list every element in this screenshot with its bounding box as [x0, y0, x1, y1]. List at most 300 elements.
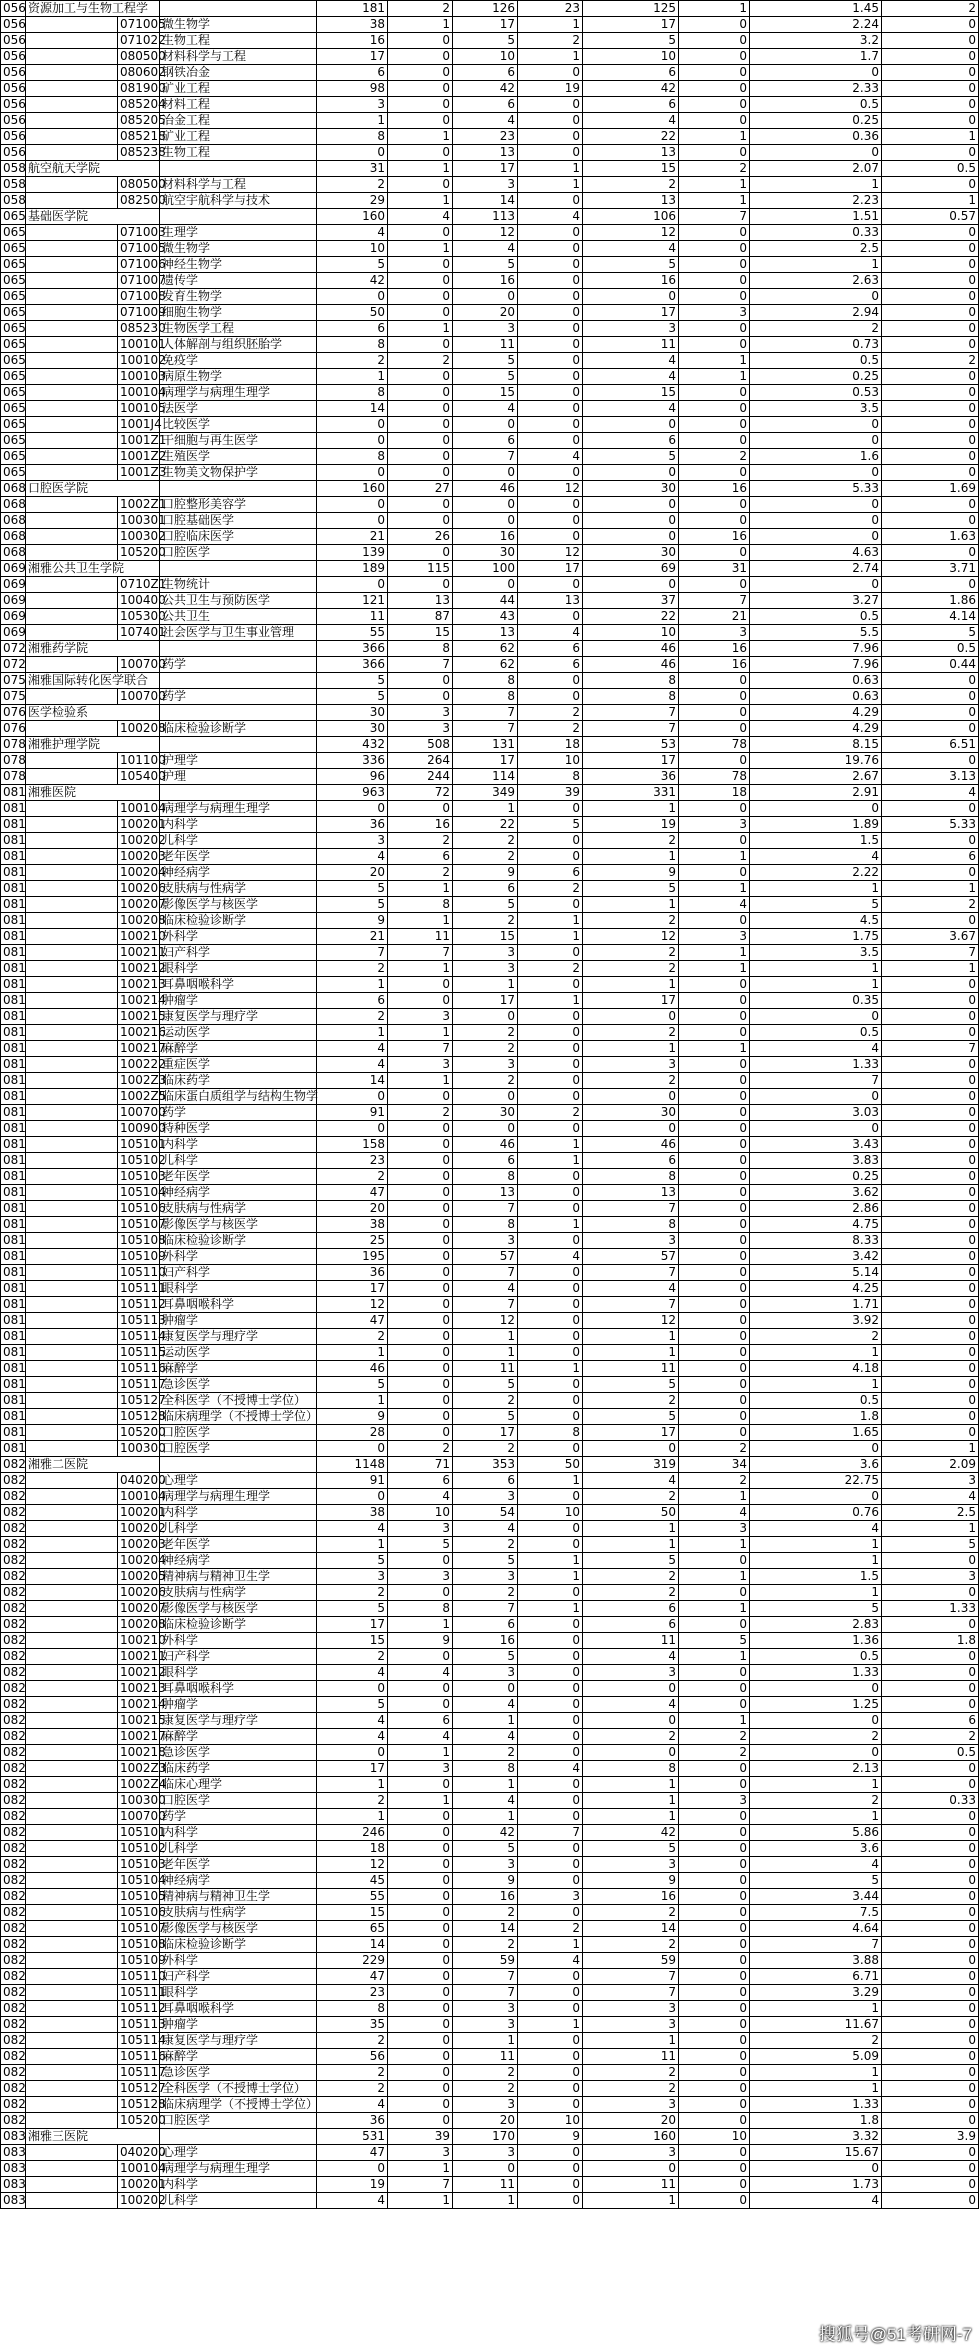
table-cell: 1.8 — [750, 1409, 882, 1425]
table-cell: 4.75 — [750, 1217, 882, 1233]
table-cell: 085218 — [118, 129, 160, 145]
table-cell: 056 — [1, 81, 26, 97]
table-cell: 47 — [317, 1313, 388, 1329]
table-cell: 药学 — [160, 657, 317, 673]
table-cell: 老年医学 — [160, 1857, 317, 1873]
table-cell: 0 — [882, 321, 979, 337]
table-cell: 神经病学 — [160, 865, 317, 881]
table-cell: 105103 — [118, 1169, 160, 1185]
table-cell: 2 — [518, 33, 583, 49]
table-cell: 20 — [317, 865, 388, 881]
table-cell: 065 — [1, 449, 26, 465]
table-cell: 065 — [1, 305, 26, 321]
table-cell: 3.2 — [750, 33, 882, 49]
table-cell: 0 — [518, 2049, 583, 2065]
table-cell — [26, 241, 118, 257]
table-cell: 0 — [679, 1377, 750, 1393]
table-cell: 0 — [882, 1985, 979, 2001]
table-cell: 2 — [388, 1105, 453, 1121]
table-cell: 353 — [453, 1457, 518, 1473]
table-cell: 100214 — [118, 1697, 160, 1713]
table-cell — [26, 97, 118, 113]
table-cell: 0 — [388, 1857, 453, 1873]
table-row — [1, 1201, 979, 1217]
table-cell: 0 — [750, 417, 882, 433]
table-cell: 6 — [453, 1153, 518, 1169]
table-cell: 公共卫生 — [160, 609, 317, 625]
table-cell: 0 — [518, 1617, 583, 1633]
table-cell: 100222 — [118, 1057, 160, 1073]
table-cell: 7 — [453, 721, 518, 737]
table-cell: 0 — [317, 1441, 388, 1457]
table-cell: 8 — [583, 689, 679, 705]
table-cell: 0 — [882, 865, 979, 881]
table-cell: 4 — [882, 785, 979, 801]
table-cell — [26, 1585, 118, 1601]
table-row — [1, 2193, 979, 2209]
table-cell: 运动医学 — [160, 1025, 317, 1041]
table-cell: 外科学 — [160, 1633, 317, 1649]
table-cell: 4 — [317, 1713, 388, 1729]
table-cell: 6 — [453, 881, 518, 897]
table-cell: 临床药学 — [160, 1761, 317, 1777]
table-cell: 老年医学 — [160, 1537, 317, 1553]
table-cell: 082 — [1, 1569, 26, 1585]
table-cell: 3 — [388, 1009, 453, 1025]
table-cell: 1 — [388, 193, 453, 209]
table-cell: 0 — [679, 1665, 750, 1681]
table-cell — [160, 481, 317, 497]
table-cell: 0 — [882, 1057, 979, 1073]
table-cell: 100217 — [118, 1041, 160, 1057]
table-cell: 065 — [1, 465, 26, 481]
table-cell — [26, 337, 118, 353]
table-cell — [160, 561, 317, 577]
table-cell: 0 — [882, 2113, 979, 2129]
table-cell: 0 — [518, 97, 583, 113]
table-cell: 0 — [388, 1345, 453, 1361]
table-cell — [26, 609, 118, 625]
table-cell: 082 — [1, 2017, 26, 2033]
table-row — [1, 145, 979, 161]
table-cell: 53 — [583, 737, 679, 753]
table-cell — [26, 81, 118, 97]
table-cell: 081 — [1, 1313, 26, 1329]
table-row — [1, 17, 979, 33]
table-cell: 1 — [750, 257, 882, 273]
table-cell: 0 — [679, 1009, 750, 1025]
table-cell: 2 — [882, 897, 979, 913]
table-cell: 2.74 — [750, 561, 882, 577]
table-cell: 42 — [583, 81, 679, 97]
table-cell: 公共卫生与预防医学 — [160, 593, 317, 609]
table-cell: 081 — [1, 1233, 26, 1249]
table-cell: 7 — [583, 1201, 679, 1217]
table-cell: 3 — [388, 1521, 453, 1537]
table-cell: 0 — [882, 1105, 979, 1121]
table-cell: 8 — [317, 385, 388, 401]
table-row — [1, 385, 979, 401]
table-cell: 100202 — [118, 2193, 160, 2209]
table-row — [1, 433, 979, 449]
table-cell: 0 — [317, 2161, 388, 2177]
table-cell: 1.71 — [750, 1297, 882, 1313]
table-cell: 1 — [317, 1537, 388, 1553]
table-cell: 心理学 — [160, 2145, 317, 2161]
table-row — [1, 1297, 979, 1313]
table-cell: 1 — [388, 1617, 453, 1633]
table-cell: 16 — [679, 481, 750, 497]
table-cell: 0 — [388, 1329, 453, 1345]
table-cell: 100217 — [118, 1729, 160, 1745]
table-cell: 0 — [518, 609, 583, 625]
table-cell — [26, 1009, 118, 1025]
table-cell: 39 — [518, 785, 583, 801]
table-cell: 0 — [317, 1681, 388, 1697]
table-cell: 11 — [583, 2049, 679, 2065]
table-cell: 外科学 — [160, 929, 317, 945]
table-cell: 8 — [388, 641, 453, 657]
table-cell: 100211 — [118, 1649, 160, 1665]
table-cell: 2.13 — [750, 1761, 882, 1777]
table-cell: 18 — [679, 785, 750, 801]
table-cell: 170 — [453, 2129, 518, 2145]
table-cell: 0 — [388, 1585, 453, 1601]
table-cell: 1 — [518, 1553, 583, 1569]
table-cell: 078 — [1, 769, 26, 785]
table-cell: 3.03 — [750, 1105, 882, 1121]
table-row — [1, 1697, 979, 1713]
table-cell: 100103 — [118, 369, 160, 385]
table-cell: 1 — [750, 977, 882, 993]
table-cell: 2 — [317, 1585, 388, 1601]
table-cell: 2 — [317, 2081, 388, 2097]
table-cell: 6 — [518, 657, 583, 673]
table-cell: 244 — [388, 769, 453, 785]
table-cell: 0 — [388, 273, 453, 289]
table-row — [1, 657, 979, 673]
table-cell: 065 — [1, 385, 26, 401]
table-cell: 4 — [453, 113, 518, 129]
table-cell: 100211 — [118, 945, 160, 961]
table-cell: 71 — [388, 1457, 453, 1473]
table-cell: 7 — [388, 657, 453, 673]
table-cell: 0 — [679, 689, 750, 705]
table-row — [1, 1633, 979, 1649]
table-cell: 056 — [1, 97, 26, 113]
table-cell: 3 — [453, 1665, 518, 1681]
table-cell: 59 — [583, 1953, 679, 1969]
table-cell: 17 — [583, 305, 679, 321]
table-cell: 0 — [388, 433, 453, 449]
table-cell: 临床检验诊断学 — [160, 1617, 317, 1633]
table-cell: 医学检验系 — [26, 705, 160, 721]
table-cell — [26, 1249, 118, 1265]
table-cell: 儿科学 — [160, 1521, 317, 1537]
table-cell — [26, 1361, 118, 1377]
table-cell: 082 — [1, 2081, 26, 2097]
table-cell: 12 — [583, 225, 679, 241]
table-cell: 100102 — [118, 353, 160, 369]
table-cell: 4 — [518, 625, 583, 641]
table-row — [1, 1745, 979, 1761]
table-cell: 100204 — [118, 865, 160, 881]
table-cell: 0 — [518, 1185, 583, 1201]
table-cell: 105106 — [118, 1905, 160, 1921]
table-cell: 5 — [882, 1537, 979, 1553]
table-row — [1, 1105, 979, 1121]
table-cell: 082 — [1, 1585, 26, 1601]
table-cell: 38 — [317, 17, 388, 33]
table-cell: 0 — [518, 1233, 583, 1249]
table-cell: 1 — [679, 1569, 750, 1585]
table-cell: 0 — [388, 369, 453, 385]
table-cell: 96 — [317, 769, 388, 785]
table-cell: 0 — [882, 225, 979, 241]
table-cell: 眼科学 — [160, 961, 317, 977]
table-cell: 13 — [453, 1185, 518, 1201]
table-cell: 1001J4 — [118, 417, 160, 433]
table-cell: 7 — [583, 1985, 679, 2001]
table-cell: 8 — [453, 673, 518, 689]
table-row — [1, 1985, 979, 2001]
table-cell: 229 — [317, 1953, 388, 1969]
table-cell: 0.25 — [750, 1169, 882, 1185]
table-cell: 0 — [882, 1153, 979, 1169]
table-cell: 081 — [1, 1153, 26, 1169]
table-cell: 068 — [1, 481, 26, 497]
table-cell: 0 — [882, 1665, 979, 1681]
table-cell: 1 — [317, 1393, 388, 1409]
table-cell — [26, 977, 118, 993]
table-cell: 082 — [1, 1841, 26, 1857]
table-cell — [26, 1409, 118, 1425]
table-cell: 肿瘤学 — [160, 1313, 317, 1329]
table-cell: 5.5 — [750, 625, 882, 641]
table-cell: 1 — [583, 1809, 679, 1825]
college-summary-row — [1, 1457, 979, 1473]
table-cell: 081 — [1, 1393, 26, 1409]
table-cell: 0 — [518, 1393, 583, 1409]
table-cell: 0 — [583, 1009, 679, 1025]
table-cell — [26, 1873, 118, 1889]
table-cell: 35 — [317, 2017, 388, 2033]
table-cell: 101100 — [118, 753, 160, 769]
table-cell: 口腔临床医学 — [160, 529, 317, 545]
table-cell: 0 — [679, 705, 750, 721]
table-cell: 083 — [1, 2193, 26, 2209]
table-cell: 全科医学（不授博士学位） — [160, 2081, 317, 2097]
table-cell — [26, 433, 118, 449]
table-cell: 105111 — [118, 1281, 160, 1297]
college-summary-row — [1, 161, 979, 177]
table-cell: 081 — [1, 993, 26, 1009]
table-cell: 0.76 — [750, 1505, 882, 1521]
table-cell: 105107 — [118, 1921, 160, 1937]
table-cell: 4 — [388, 1665, 453, 1681]
table-cell: 内科学 — [160, 817, 317, 833]
table-cell: 1.36 — [750, 1633, 882, 1649]
table-cell: 儿科学 — [160, 1841, 317, 1857]
table-cell: 8 — [583, 1761, 679, 1777]
table-cell — [26, 145, 118, 161]
table-cell: 1 — [317, 1025, 388, 1041]
table-cell: 0 — [882, 241, 979, 257]
table-row — [1, 1729, 979, 1745]
table-cell: 0 — [388, 497, 453, 513]
table-cell: 0.5 — [750, 97, 882, 113]
table-row — [1, 1137, 979, 1153]
table-cell: 082 — [1, 2097, 26, 2113]
table-cell: 1 — [750, 881, 882, 897]
table-cell: 0.5 — [750, 353, 882, 369]
table-cell: 3 — [388, 2145, 453, 2161]
table-cell: 0 — [679, 1281, 750, 1297]
table-cell: 2 — [453, 2081, 518, 2097]
table-cell: 2 — [388, 1, 453, 17]
table-cell: 1 — [453, 1809, 518, 1825]
table-cell: 0 — [679, 993, 750, 1009]
table-cell: 6 — [882, 1713, 979, 1729]
table-cell: 7 — [453, 1601, 518, 1617]
table-cell: 1148 — [317, 1457, 388, 1473]
table-cell: 3 — [453, 177, 518, 193]
table-cell: 0 — [317, 417, 388, 433]
table-cell: 8 — [583, 673, 679, 689]
table-cell: 0 — [317, 1089, 388, 1105]
table-row — [1, 1585, 979, 1601]
table-cell: 0 — [882, 1761, 979, 1777]
table-cell: 1 — [388, 1745, 453, 1761]
table-row — [1, 177, 979, 193]
table-cell: 100101 — [118, 337, 160, 353]
table-cell: 1 — [750, 1377, 882, 1393]
table-cell: 0 — [388, 2113, 453, 2129]
table-cell: 0 — [518, 1649, 583, 1665]
table-cell: 0 — [388, 1377, 453, 1393]
table-cell: 5 — [453, 369, 518, 385]
table-cell: 0 — [518, 1089, 583, 1105]
table-cell: 0 — [882, 1841, 979, 1857]
table-cell — [26, 1553, 118, 1569]
table-cell: 妇产科学 — [160, 1265, 317, 1281]
table-cell: 0 — [882, 1329, 979, 1345]
table-row — [1, 1441, 979, 1457]
table-cell: 2 — [518, 1105, 583, 1121]
table-cell: 3.29 — [750, 1985, 882, 2001]
table-cell: 6 — [453, 433, 518, 449]
table-cell: 1 — [679, 1041, 750, 1057]
table-cell: 4 — [583, 1649, 679, 1665]
table-cell: 081 — [1, 1057, 26, 1073]
table-cell: 耳鼻咽喉科学 — [160, 977, 317, 993]
table-cell: 2 — [679, 1441, 750, 1457]
table-cell: 0 — [453, 465, 518, 481]
table-cell — [26, 1569, 118, 1585]
table-cell: 0 — [679, 1217, 750, 1233]
table-cell: 0 — [518, 129, 583, 145]
table-row — [1, 2113, 979, 2129]
table-cell: 0 — [388, 417, 453, 433]
table-cell: 2 — [453, 913, 518, 929]
table-cell — [26, 1137, 118, 1153]
table-cell: 0 — [388, 545, 453, 561]
table-cell: 1.8 — [750, 2113, 882, 2129]
table-cell: 0 — [882, 1137, 979, 1153]
table-cell: 14 — [453, 193, 518, 209]
table-cell: 28 — [317, 1425, 388, 1441]
table-cell: 口腔医学 — [160, 1425, 317, 1441]
table-cell: 0 — [882, 1409, 979, 1425]
table-cell: 0.33 — [882, 1793, 979, 1809]
table-cell: 1 — [750, 1553, 882, 1569]
table-cell: 65 — [317, 1921, 388, 1937]
table-cell: 3.71 — [882, 561, 979, 577]
table-cell: 耳鼻咽喉科学 — [160, 1297, 317, 1313]
table-cell: 1 — [453, 1713, 518, 1729]
table-cell: 1.33 — [882, 1601, 979, 1617]
table-cell: 0 — [882, 2193, 979, 2209]
table-cell: 7 — [388, 1041, 453, 1057]
table-row — [1, 1809, 979, 1825]
table-row — [1, 1425, 979, 1441]
table-cell: 1 — [750, 2001, 882, 2017]
table-cell: 1 — [317, 1809, 388, 1825]
table-cell: 10 — [317, 241, 388, 257]
table-cell: 0 — [882, 2145, 979, 2161]
table-cell: 4 — [583, 1473, 679, 1489]
table-cell — [26, 1985, 118, 2001]
table-cell: 058 — [1, 193, 26, 209]
table-cell: 1 — [518, 929, 583, 945]
table-cell: 2 — [317, 2033, 388, 2049]
table-cell: 7 — [453, 1297, 518, 1313]
table-cell: 1001Z1 — [118, 433, 160, 449]
table-cell: 1 — [518, 161, 583, 177]
table-cell: 30 — [453, 1105, 518, 1121]
table-cell: 0 — [679, 2113, 750, 2129]
table-cell: 0 — [679, 1953, 750, 1969]
table-cell: 材料科学与工程 — [160, 49, 317, 65]
table-cell: 0 — [882, 1121, 979, 1137]
table-cell: 0 — [882, 1297, 979, 1313]
table-cell: 3 — [583, 1665, 679, 1681]
table-cell: 59 — [453, 1953, 518, 1969]
table-cell: 069 — [1, 577, 26, 593]
table-cell: 1 — [583, 1329, 679, 1345]
table-cell — [26, 1089, 118, 1105]
table-cell: 10 — [583, 625, 679, 641]
table-cell: 106 — [583, 209, 679, 225]
table-cell: 065 — [1, 433, 26, 449]
table-cell: 17 — [453, 753, 518, 769]
table-cell: 0 — [679, 465, 750, 481]
table-cell: 1 — [583, 1793, 679, 1809]
table-cell: 0 — [679, 337, 750, 353]
table-cell: 0 — [882, 1169, 979, 1185]
table-cell — [26, 913, 118, 929]
table-cell: 湘雅药学院 — [26, 641, 160, 657]
table-cell — [26, 401, 118, 417]
table-cell: 6.51 — [882, 737, 979, 753]
table-cell — [26, 1825, 118, 1841]
table-cell: 105109 — [118, 1249, 160, 1265]
table-cell: 105200 — [118, 545, 160, 561]
table-cell: 神经生物学 — [160, 257, 317, 273]
table-cell: 43 — [453, 609, 518, 625]
table-cell: 皮肤病与性病学 — [160, 1201, 317, 1217]
table-cell: 0 — [882, 577, 979, 593]
